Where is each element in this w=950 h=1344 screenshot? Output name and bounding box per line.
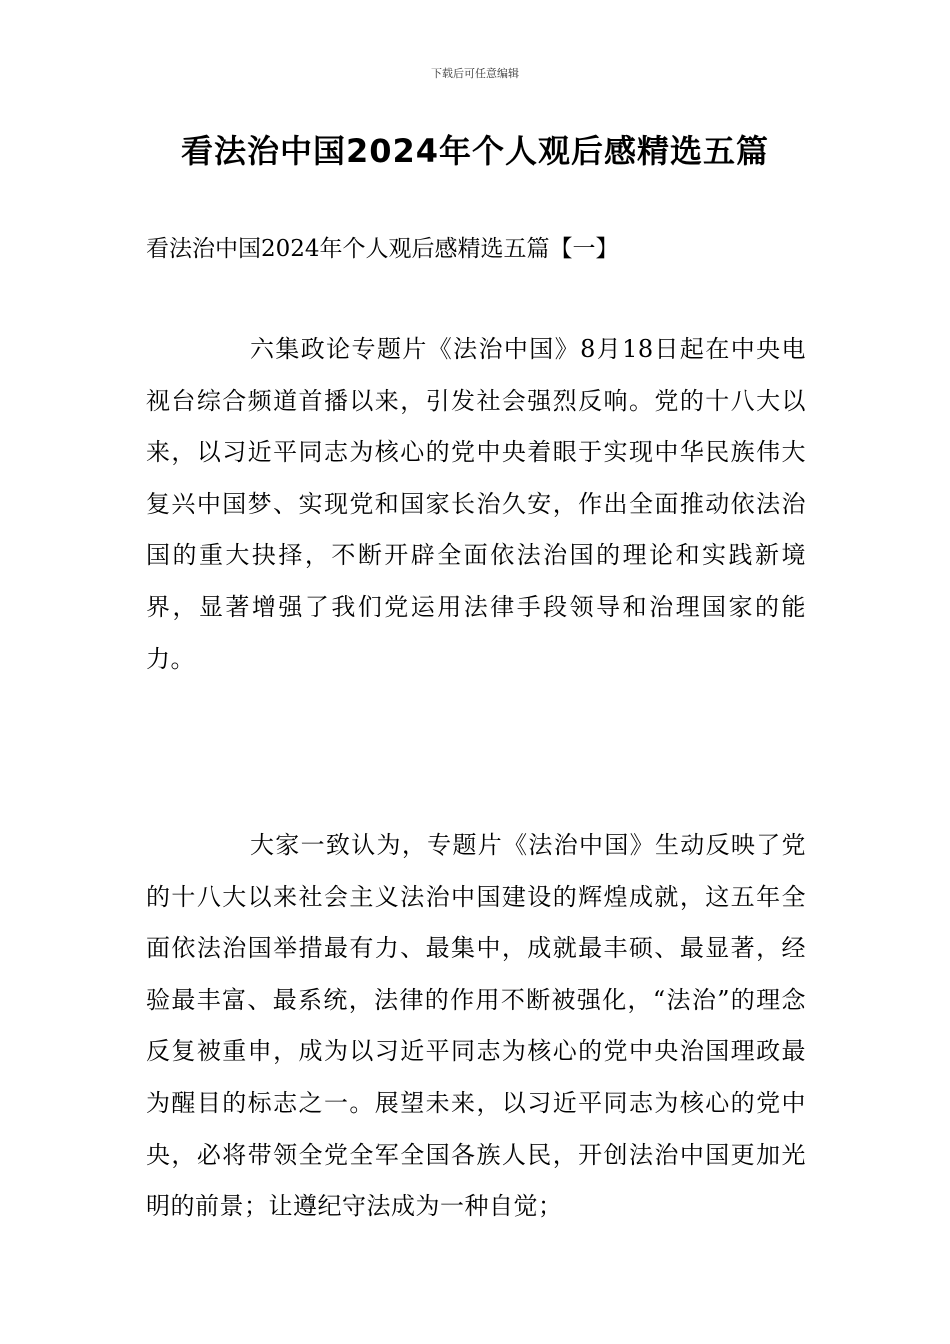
page-title: 看法治中国2024年个人观后感精选五篇: [180, 132, 770, 170]
section-heading: 看法治中国2024年个人观后感精选五篇【一】: [146, 236, 619, 262]
header-note: 下载后可任意编辑: [431, 67, 519, 80]
paragraph: 大家一致认为，专题片《法治中国》生动反映了党的十八大以来社会主义法治中国建设的辉煌成就，这五年全面依法治国举措最有力、最集中，成就最丰硕、最显著，经验最丰富、最系统，法律的作用不断被强化，“法治”的理念反复被重申，成为以习近平同志为核心的党中央治国理政最为醒目的标志之一。展望未来，以习近平同志为核心的党中央，必将带领全党全军全国各族人民，开创法治中国更加光明的前景；让遵纪守法成为一种自觉；: [146, 831, 806, 1221]
paragraph: 六集政论专题片《法治中国》8月18日起在中央电视台综合频道首播以来，引发社会强烈反响。党的十八大以来，以习近平同志为核心的党中央着眼于实现中华民族伟大复兴中国梦、实现党和国家长治久安，作出全面推动依法治国的重大抉择，不断开辟全面依法治国的理论和实践新境界，显著增强了我们党运用法律手段领导和治理国家的能力。: [146, 335, 806, 673]
